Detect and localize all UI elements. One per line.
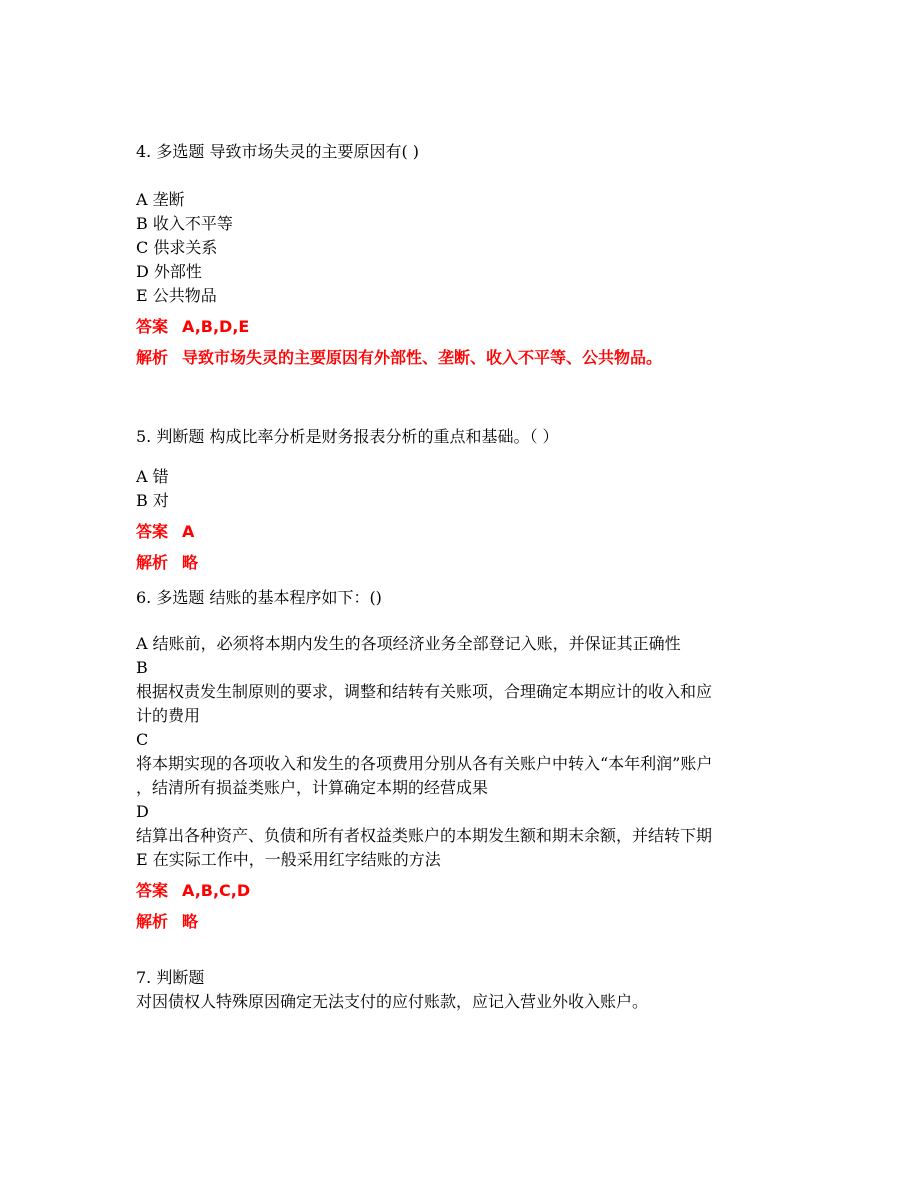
answer-row (136, 520, 796, 544)
option-d: D 外部性 (136, 262, 202, 281)
option-a: A 垄断 (136, 190, 185, 209)
answer-label: 答案 (136, 881, 169, 900)
question-stem: 7. 判断题 (136, 968, 205, 987)
option-b: B 收入不平等 (136, 214, 233, 233)
question-7 (136, 966, 796, 1014)
question-stem: 4. 多选题 导致市场失灵的主要原因有( ) (136, 142, 420, 161)
explanation-text: 略 (182, 553, 199, 572)
explanation-label: 解析 (136, 348, 169, 367)
explanation-row (136, 910, 796, 934)
option-d-text: 结算出各种资产、负债和所有者权益类账户的本期发生额和期末余额，并结转下期 (136, 826, 713, 845)
question-4 (136, 140, 796, 370)
answer-value: A (182, 522, 195, 541)
option-b: B 对 (136, 491, 169, 510)
option-c-marker: C (136, 730, 149, 749)
explanation-row (136, 346, 796, 370)
answer-row (136, 315, 796, 339)
option-e: E 在实际工作中，一般采用红字结账的方法 (136, 850, 441, 869)
explanation-text: 导致市场失灵的主要原因有外部性、垄断、收入不平等、公共物品。 (182, 348, 663, 367)
explanation-row (136, 551, 796, 575)
option-d-marker: D (136, 802, 149, 821)
answer-label: 答案 (136, 522, 169, 541)
explanation-label: 解析 (136, 553, 169, 572)
question-6 (136, 586, 796, 934)
option-c-text-line-2: ，结清所有损益类账户，计算确定本期的经营成果 (136, 778, 489, 797)
option-b-text-line-2: 计的费用 (136, 706, 201, 725)
option-c-text-line-1: 将本期实现的各项收入和发生的各项费用分别从各有关账户中转入“本年利润”账户 (136, 754, 713, 773)
option-b-marker: B (136, 658, 148, 677)
option-a: A 结账前，必须将本期内发生的各项经济业务全部登记入账，并保证其正确性 (136, 634, 681, 653)
answer-label: 答案 (136, 317, 169, 336)
question-stem: 5. 判断题 构成比率分析是财务报表分析的重点和基础。（ ） (136, 427, 559, 446)
option-c: C 供求关系 (136, 238, 218, 257)
answer-value: A,B,C,D (182, 881, 251, 900)
question-body: 对因债权人特殊原因确定无法支付的应付账款，应记入营业外收入账户。 (136, 992, 649, 1011)
option-b-text-line-1: 根据权责发生制原则的要求，调整和结转有关账项，合理确定本期应计的收入和应 (136, 682, 713, 701)
answer-value: A,B,D,E (182, 317, 250, 336)
question-5 (136, 425, 796, 575)
question-stem: 6. 多选题 结账的基本程序如下：() (136, 588, 382, 607)
answer-row (136, 879, 796, 903)
option-e: E 公共物品 (136, 286, 217, 305)
explanation-text: 略 (182, 912, 199, 931)
explanation-label: 解析 (136, 912, 169, 931)
option-a: A 错 (136, 467, 169, 486)
